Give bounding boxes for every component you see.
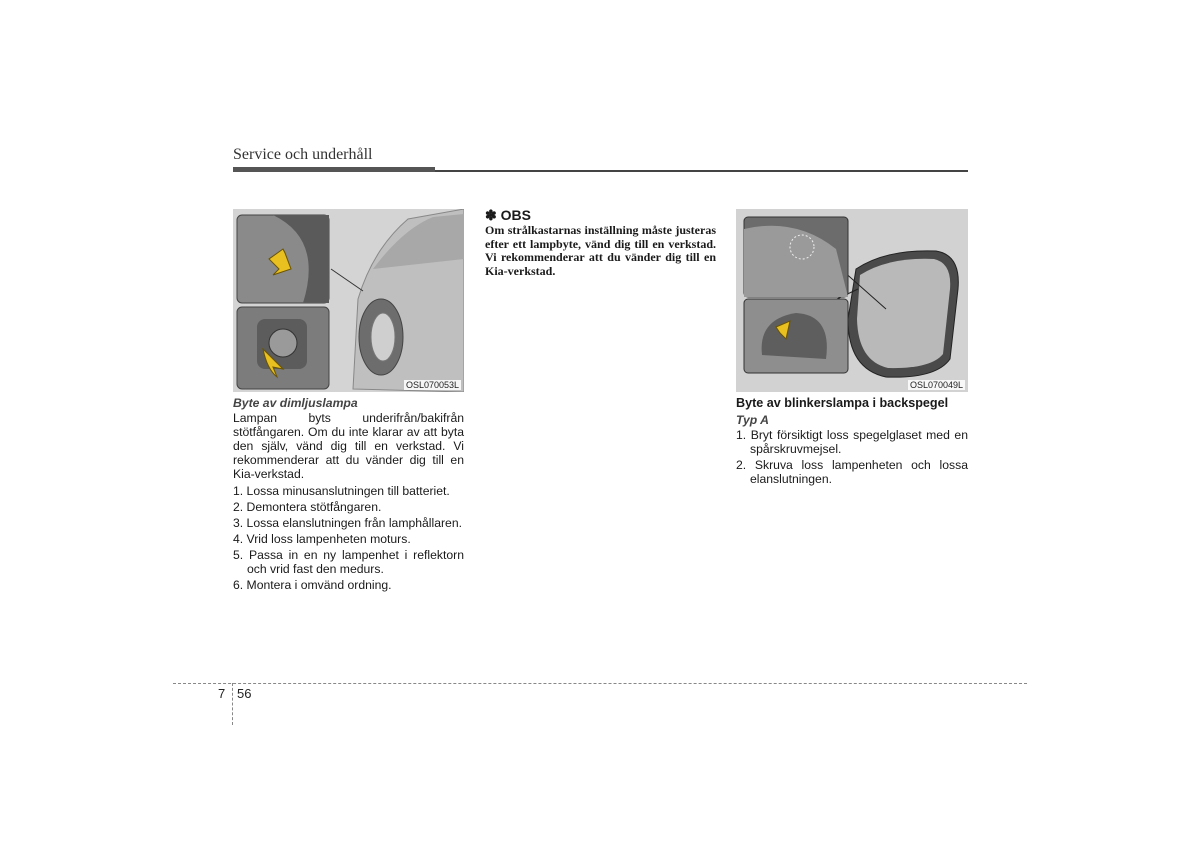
figure-code: OSL070049L bbox=[909, 380, 963, 390]
obs-text: Om strålkastarnas inställning måste justeras efter ett lampbyte, vänd dig till en verkstad. Vi rekommenderar att du vänder dig till en Kia-verkstad. bbox=[485, 223, 716, 278]
header-rule-thick bbox=[233, 167, 435, 172]
fog-lamp-steps bbox=[233, 484, 464, 592]
fog-lamp-heading: Byte av dimljuslampa bbox=[233, 396, 358, 410]
figure-code: OSL070053L bbox=[405, 380, 459, 390]
page-number: 56 bbox=[237, 686, 252, 701]
fog-lamp-section bbox=[233, 396, 464, 594]
mirror-lamp-section bbox=[736, 396, 968, 488]
mirror-lamp-heading: Byte av blinkerslampa i backspegel bbox=[736, 396, 949, 410]
header-rule-thin bbox=[435, 170, 968, 172]
fog-lamp-intro: Lampan byts underifrån/bakifrån stötfångaren. Om du inte klarar av att byta den själv, vänd dig till en verkstad. Vi rekommenderar att du vänder dig till en Kia-verkstad. bbox=[233, 411, 464, 481]
mirror-drawing bbox=[736, 209, 968, 392]
list-item: 2. Skruva loss lampenheten och lossa elanslutningen. bbox=[736, 458, 968, 486]
obs-title: ✽ OBS bbox=[485, 207, 531, 223]
section-title: Service och underhåll bbox=[233, 146, 373, 163]
fog-lamp-drawing bbox=[233, 209, 464, 392]
fog-lamp-illustration bbox=[233, 209, 464, 392]
list-item: 1. Bryt försiktigt loss spegelglaset med en spårskruvmejsel. bbox=[736, 428, 968, 456]
list-item: 2. Demontera stötfångaren. bbox=[233, 500, 382, 514]
list-item: 3. Lossa elanslutningen från lamphållaren. bbox=[233, 516, 463, 530]
footer-divider bbox=[232, 683, 233, 725]
chapter-number: 7 bbox=[218, 686, 226, 701]
type-a-label: Typ A bbox=[736, 413, 769, 427]
list-item: 1. Lossa minusanslutningen till batteriet. bbox=[233, 484, 450, 498]
list-item: 6. Montera i omvänd ordning. bbox=[233, 578, 392, 592]
list-item: 5. Passa in en ny lampenhet i reflektorn och vrid fast den medurs. bbox=[233, 548, 464, 576]
mirror-lamp-illustration bbox=[736, 209, 968, 392]
list-item: 4. Vrid loss lampenheten moturs. bbox=[233, 532, 411, 546]
footer-rule bbox=[173, 683, 1027, 684]
obs-note bbox=[485, 207, 716, 278]
mirror-lamp-steps bbox=[736, 428, 968, 486]
